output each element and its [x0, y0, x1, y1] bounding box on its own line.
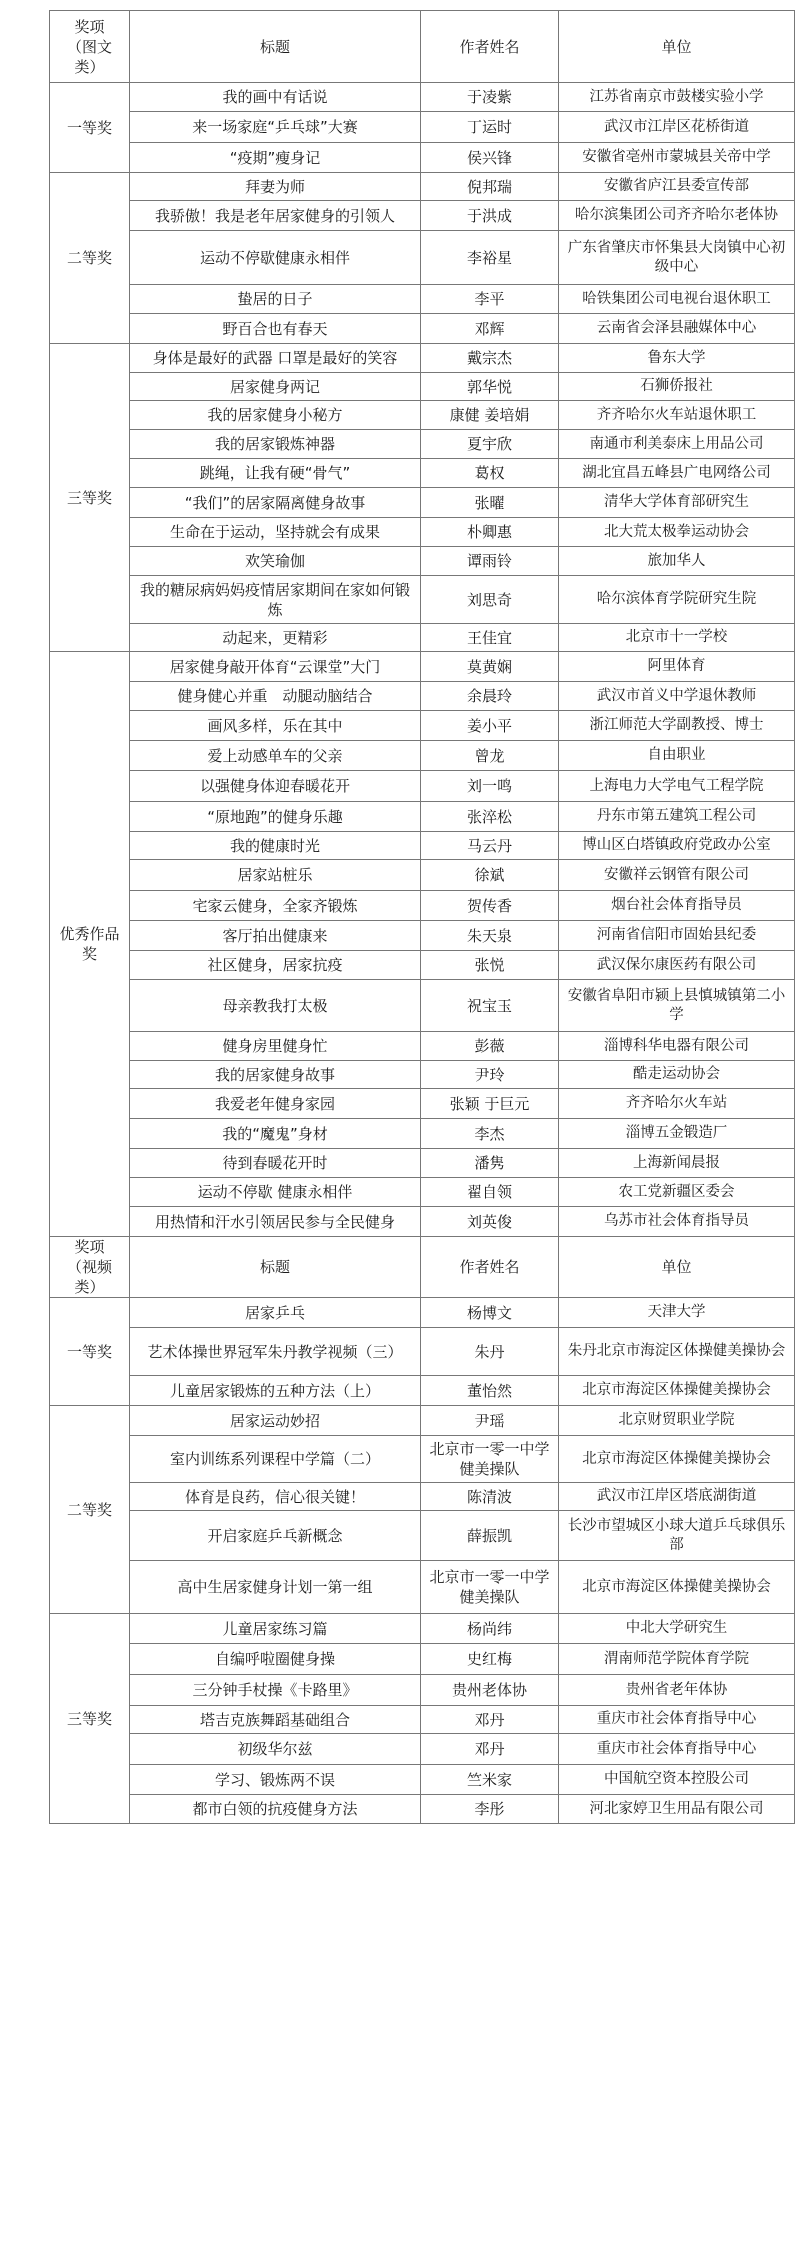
entry-author: 潘隽: [421, 1149, 559, 1178]
entry-unit: 旅加华人: [559, 547, 795, 576]
table-row: [50, 1765, 795, 1795]
entry-unit: 武汉保尔康医药有限公司: [559, 951, 795, 980]
entry-title: 爱上动感单车的父亲: [130, 741, 421, 771]
entry-author: 北京市一零一中学健美操队: [421, 1561, 559, 1614]
table-row: [50, 1614, 795, 1644]
entry-author: 史红梅: [421, 1644, 559, 1675]
entry-unit: 烟台社会体育指导员: [559, 891, 795, 921]
table-row: [50, 231, 795, 285]
entry-unit: 阿里体育: [559, 652, 795, 682]
entry-author: 尹玲: [421, 1061, 559, 1089]
table-row: [50, 430, 795, 459]
award-level: 二等奖: [50, 173, 130, 344]
entry-unit: 广东省肇庆市怀集县大岗镇中心初级中心: [559, 231, 795, 285]
entry-unit: 云南省会泽县融媒体中心: [559, 314, 795, 344]
graphic-header-row: [50, 11, 795, 83]
entry-author: 于凌紫: [421, 83, 559, 112]
table-row: [50, 201, 795, 231]
entry-title: 社区健身，居家抗疫: [130, 951, 421, 980]
entry-title: 我的居家健身故事: [130, 1061, 421, 1089]
entry-unit: 长沙市望城区小球大道乒乓球俱乐部: [559, 1511, 795, 1561]
entry-author: 李杰: [421, 1119, 559, 1149]
entry-title: 我骄傲！我是老年居家健身的引领人: [130, 201, 421, 231]
entry-title: 我爱老年健身家园: [130, 1089, 421, 1119]
entry-title: 我的“魔鬼”身材: [130, 1119, 421, 1149]
table-row: [50, 1061, 795, 1089]
entry-unit: 安徽省阜阳市颍上县慎城镇第二小学: [559, 980, 795, 1032]
entry-author: 祝宝玉: [421, 980, 559, 1032]
entry-unit: 石狮侨报社: [559, 373, 795, 401]
entry-unit: 齐齐哈尔火车站退休职工: [559, 401, 795, 430]
header-title: 标题: [130, 1237, 421, 1298]
table-row: [50, 459, 795, 488]
table-row: [50, 860, 795, 891]
entry-unit: 南通市利美泰床上用品公司: [559, 430, 795, 459]
entry-author: 朱天泉: [421, 921, 559, 951]
entry-author: 贵州老体协: [421, 1675, 559, 1706]
entry-author: 莫黄娴: [421, 652, 559, 682]
entry-title: 居家健身两记: [130, 373, 421, 401]
entry-title: 室内训练系列课程中学篇（二）: [130, 1436, 421, 1483]
table-row: [50, 682, 795, 711]
entry-author: 杨博文: [421, 1298, 559, 1328]
entry-unit: 鲁东大学: [559, 344, 795, 373]
table-row: [50, 285, 795, 314]
entry-unit: 北大荒太极拳运动协会: [559, 518, 795, 547]
award-level: 一等奖: [50, 83, 130, 173]
entry-title: 开启家庭乒乓新概念: [130, 1511, 421, 1561]
entry-author: 朱丹: [421, 1328, 559, 1376]
table-row: [50, 832, 795, 860]
awards-document: [49, 10, 794, 1824]
entry-title: 我的居家锻炼神器: [130, 430, 421, 459]
award-level: 三等奖: [50, 1614, 130, 1824]
entry-title: 生命在于运动，坚持就会有成果: [130, 518, 421, 547]
entry-author: 北京市一零一中学健美操队: [421, 1436, 559, 1483]
entry-unit: 北京市海淀区体操健美操协会: [559, 1376, 795, 1406]
entry-unit: 中北大学研究生: [559, 1614, 795, 1644]
entry-author: 李平: [421, 285, 559, 314]
entry-title: 蛰居的日子: [130, 285, 421, 314]
entry-author: 倪邦瑞: [421, 173, 559, 201]
table-row: [50, 1795, 795, 1824]
entry-unit: 上海新闻晨报: [559, 1149, 795, 1178]
entry-unit: 北京市十一学校: [559, 624, 795, 652]
entry-title: 我的居家健身小秘方: [130, 401, 421, 430]
table-row: [50, 518, 795, 547]
entry-unit: 酷走运动协会: [559, 1061, 795, 1089]
entry-unit: 安徽祥云钢管有限公司: [559, 860, 795, 891]
table-row: [50, 344, 795, 373]
award-level: 优秀作品奖: [50, 652, 130, 1237]
entry-title: 塔吉克族舞蹈基础组合: [130, 1706, 421, 1734]
table-row: [50, 741, 795, 771]
table-row: [50, 1089, 795, 1119]
table-row: [50, 711, 795, 741]
entry-unit: 安徽省亳州市蒙城县关帝中学: [559, 143, 795, 173]
table-row: [50, 1436, 795, 1483]
table-row: [50, 1032, 795, 1061]
entry-author: 邓丹: [421, 1734, 559, 1765]
entry-unit: 安徽省庐江县委宣传部: [559, 173, 795, 201]
entry-unit: 上海电力大学电气工程学院: [559, 771, 795, 802]
entry-title: 待到春暖花开时: [130, 1149, 421, 1178]
entry-author: 尹瑶: [421, 1406, 559, 1436]
entry-author: 葛权: [421, 459, 559, 488]
table-row: [50, 1149, 795, 1178]
entry-author: 刘一鸣: [421, 771, 559, 802]
entry-author: 夏宇欣: [421, 430, 559, 459]
entry-title: 体育是良药，信心很关键！: [130, 1483, 421, 1511]
entry-unit: 武汉市首义中学退休教师: [559, 682, 795, 711]
header-unit: 单位: [559, 1237, 795, 1298]
entry-unit: 中国航空资本控股公司: [559, 1765, 795, 1795]
entry-author: 谭雨铃: [421, 547, 559, 576]
entry-unit: 哈铁集团公司电视台退休职工: [559, 285, 795, 314]
entry-author: 董怡然: [421, 1376, 559, 1406]
entry-unit: 北京市海淀区体操健美操协会: [559, 1436, 795, 1483]
table-row: [50, 624, 795, 652]
entry-author: 邓丹: [421, 1706, 559, 1734]
table-row: [50, 1675, 795, 1706]
entry-author: 丁运时: [421, 112, 559, 143]
header-category: 奖项 （视频类）: [50, 1237, 130, 1298]
table-row: [50, 1561, 795, 1614]
entry-author: 郭华悦: [421, 373, 559, 401]
awards-table: [49, 10, 795, 1824]
entry-author: 张悦: [421, 951, 559, 980]
award-level: 二等奖: [50, 1406, 130, 1614]
entry-unit: 重庆市社会体育指导中心: [559, 1706, 795, 1734]
entry-author: 刘英俊: [421, 1207, 559, 1237]
entry-title: 母亲教我打太极: [130, 980, 421, 1032]
entry-unit: 农工党新疆区委会: [559, 1178, 795, 1207]
table-row: [50, 921, 795, 951]
table-row: [50, 576, 795, 624]
table-row: [50, 980, 795, 1032]
header-title: 标题: [130, 11, 421, 83]
entry-title: 欢笑瑜伽: [130, 547, 421, 576]
entry-title: 初级华尔兹: [130, 1734, 421, 1765]
entry-title: 野百合也有春天: [130, 314, 421, 344]
table-row: [50, 112, 795, 143]
entry-title: 以强健身体迎春暖花开: [130, 771, 421, 802]
entry-title: “原地跑”的健身乐趣: [130, 802, 421, 832]
entry-title: 居家健身敲开体育“云课堂”大门: [130, 652, 421, 682]
entry-unit: 乌苏市社会体育指导员: [559, 1207, 795, 1237]
table-row: [50, 401, 795, 430]
table-row: [50, 1178, 795, 1207]
entry-author: 李彤: [421, 1795, 559, 1824]
entry-title: 我的画中有话说: [130, 83, 421, 112]
header-author: 作者姓名: [421, 1237, 559, 1298]
entry-unit: 丹东市第五建筑工程公司: [559, 802, 795, 832]
table-row: [50, 1511, 795, 1561]
table-row: [50, 1483, 795, 1511]
table-row: [50, 1644, 795, 1675]
entry-author: 翟自领: [421, 1178, 559, 1207]
table-row: [50, 891, 795, 921]
entry-title: 身体是最好的武器 口罩是最好的笑容: [130, 344, 421, 373]
entry-title: 自编呼啦圈健身操: [130, 1644, 421, 1675]
entry-title: 儿童居家练习篇: [130, 1614, 421, 1644]
entry-title: 宅家云健身，全家齐锻炼: [130, 891, 421, 921]
entry-author: 贺传香: [421, 891, 559, 921]
entry-title: 居家站桩乐: [130, 860, 421, 891]
award-level: 三等奖: [50, 344, 130, 652]
entry-author: 马云丹: [421, 832, 559, 860]
entry-title: 学习、锻炼两不误: [130, 1765, 421, 1795]
entry-title: 跳绳，让我有硬“骨气”: [130, 459, 421, 488]
entry-author: 杨尚纬: [421, 1614, 559, 1644]
entry-unit: 贵州省老年体协: [559, 1675, 795, 1706]
table-row: [50, 547, 795, 576]
entry-author: 侯兴锋: [421, 143, 559, 173]
entry-author: 康健 姜培娟: [421, 401, 559, 430]
entry-unit: 清华大学体育部研究生: [559, 488, 795, 518]
entry-author: 彭薇: [421, 1032, 559, 1061]
table-row: [50, 1706, 795, 1734]
entry-author: 曾龙: [421, 741, 559, 771]
video-header-row: [50, 1237, 795, 1298]
entry-title: 我的健康时光: [130, 832, 421, 860]
entry-unit: 淄博科华电器有限公司: [559, 1032, 795, 1061]
entry-title: 拜妻为师: [130, 173, 421, 201]
entry-unit: 武汉市江岸区塔底湖街道: [559, 1483, 795, 1511]
entry-title: 运动不停歇 健康永相伴: [130, 1178, 421, 1207]
entry-unit: 北京市海淀区体操健美操协会: [559, 1561, 795, 1614]
table-row: [50, 1734, 795, 1765]
entry-unit: 哈尔滨体育学院研究生院: [559, 576, 795, 624]
entry-author: 薛振凯: [421, 1511, 559, 1561]
entry-unit: 齐齐哈尔火车站: [559, 1089, 795, 1119]
entry-title: 用热情和汗水引领居民参与全民健身: [130, 1207, 421, 1237]
table-row: [50, 1406, 795, 1436]
entry-unit: 博山区白塔镇政府党政办公室: [559, 832, 795, 860]
entry-unit: 天津大学: [559, 1298, 795, 1328]
entry-unit: 重庆市社会体育指导中心: [559, 1734, 795, 1765]
table-row: [50, 652, 795, 682]
entry-unit: 武汉市江岸区花桥街道: [559, 112, 795, 143]
entry-unit: 河南省信阳市固始县纪委: [559, 921, 795, 951]
header-category: 奖项 （图文类）: [50, 11, 130, 83]
table-row: [50, 1376, 795, 1406]
table-row: [50, 173, 795, 201]
entry-title: 动起来，更精彩: [130, 624, 421, 652]
entry-author: 王佳宜: [421, 624, 559, 652]
entry-title: 我的糖尿病妈妈疫情居家期间在家如何锻炼: [130, 576, 421, 624]
entry-author: 余晨玲: [421, 682, 559, 711]
entry-title: 居家运动妙招: [130, 1406, 421, 1436]
entry-author: 张颖 于巨元: [421, 1089, 559, 1119]
entry-title: 居家乒乓: [130, 1298, 421, 1328]
entry-title: 高中生居家健身计划一第一组: [130, 1561, 421, 1614]
entry-unit: 浙江师范大学副教授、博士: [559, 711, 795, 741]
table-row: [50, 83, 795, 112]
award-level: 一等奖: [50, 1298, 130, 1406]
entry-unit: 河北家婷卫生用品有限公司: [559, 1795, 795, 1824]
entry-author: 姜小平: [421, 711, 559, 741]
entry-title: “我们”的居家隔离健身故事: [130, 488, 421, 518]
entry-unit: 北京财贸职业学院: [559, 1406, 795, 1436]
entry-unit: 自由职业: [559, 741, 795, 771]
table-row: [50, 314, 795, 344]
entry-author: 陈清波: [421, 1483, 559, 1511]
entry-title: 健身房里健身忙: [130, 1032, 421, 1061]
entry-title: 艺术体操世界冠军朱丹教学视频（三）: [130, 1328, 421, 1376]
table-row: [50, 1298, 795, 1328]
entry-author: 朴卿惠: [421, 518, 559, 547]
entry-unit: 淄博五金锻造厂: [559, 1119, 795, 1149]
entry-author: 刘思奇: [421, 576, 559, 624]
entry-author: 徐斌: [421, 860, 559, 891]
entry-author: 张曜: [421, 488, 559, 518]
entry-author: 李裕星: [421, 231, 559, 285]
table-row: [50, 143, 795, 173]
table-row: [50, 951, 795, 980]
header-author: 作者姓名: [421, 11, 559, 83]
table-row: [50, 1328, 795, 1376]
table-row: [50, 373, 795, 401]
entry-unit: 湖北宜昌五峰县广电网络公司: [559, 459, 795, 488]
entry-title: “疫期”瘦身记: [130, 143, 421, 173]
table-row: [50, 1119, 795, 1149]
entry-title: 来一场家庭“乒乓球”大赛: [130, 112, 421, 143]
entry-title: 都市白领的抗疫健身方法: [130, 1795, 421, 1824]
entry-title: 健身健心并重 动腿动脑结合: [130, 682, 421, 711]
entry-author: 邓辉: [421, 314, 559, 344]
entry-author: 戴宗杰: [421, 344, 559, 373]
entry-title: 画风多样，乐在其中: [130, 711, 421, 741]
entry-unit: 江苏省南京市鼓楼实验小学: [559, 83, 795, 112]
entry-title: 三分钟手杖操《卡路里》: [130, 1675, 421, 1706]
entry-title: 儿童居家锻炼的五种方法（上）: [130, 1376, 421, 1406]
table-row: [50, 771, 795, 802]
entry-author: 竺米家: [421, 1765, 559, 1795]
entry-author: 张淬松: [421, 802, 559, 832]
table-row: [50, 488, 795, 518]
header-unit: 单位: [559, 11, 795, 83]
table-row: [50, 802, 795, 832]
entry-unit: 朱丹北京市海淀区体操健美操协会: [559, 1328, 795, 1376]
entry-title: 客厅拍出健康来: [130, 921, 421, 951]
entry-unit: 渭南师范学院体育学院: [559, 1644, 795, 1675]
entry-author: 于洪成: [421, 201, 559, 231]
entry-title: 运动不停歇健康永相伴: [130, 231, 421, 285]
entry-unit: 哈尔滨集团公司齐齐哈尔老体协: [559, 201, 795, 231]
table-row: [50, 1207, 795, 1237]
